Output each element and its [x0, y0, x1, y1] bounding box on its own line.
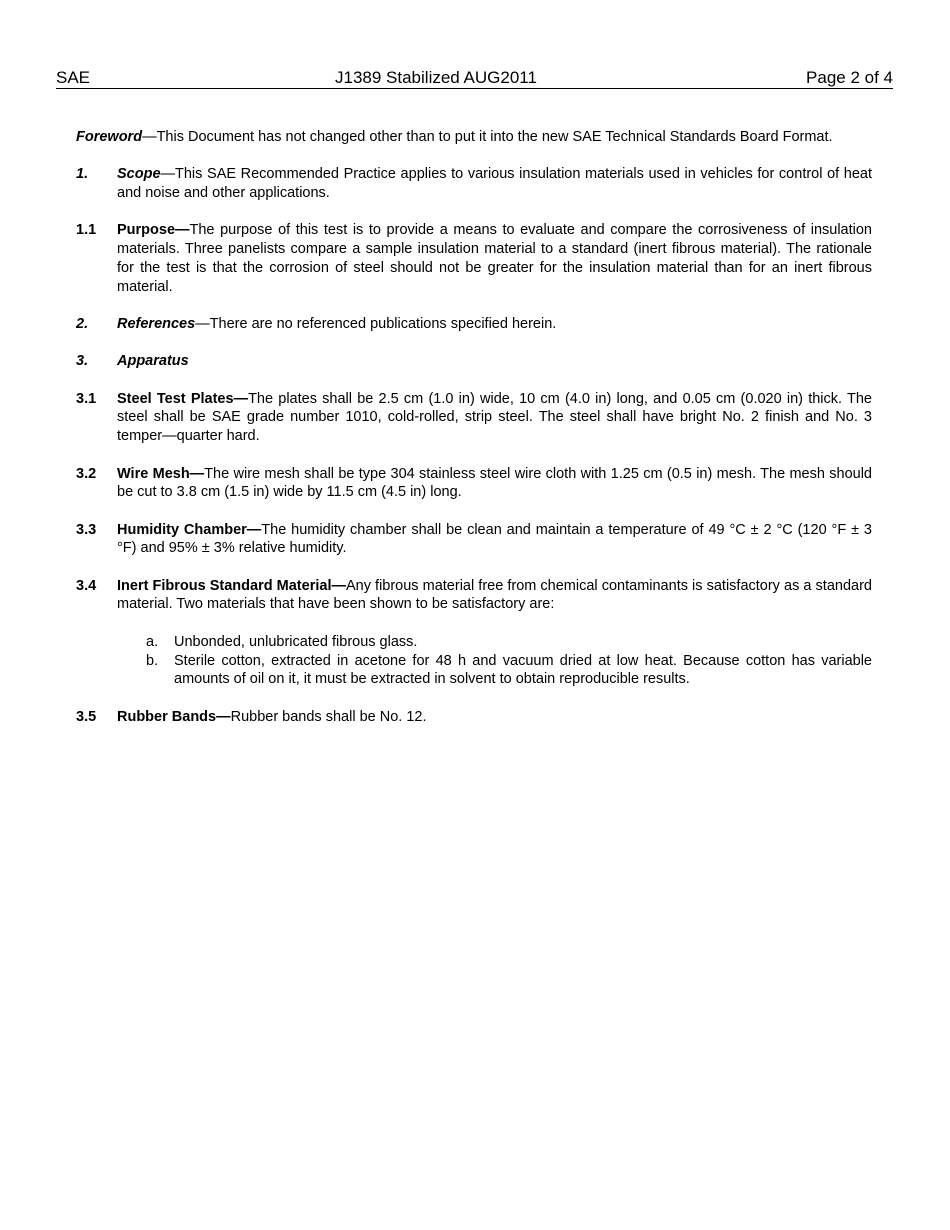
list-item — [146, 633, 872, 652]
header-page-number: Page 2 of 4 — [806, 68, 893, 87]
section-text: —There are no referenced publications specified herein. — [195, 315, 557, 332]
section-purpose — [76, 221, 872, 296]
section-title: Apparatus — [117, 353, 189, 370]
section-title: Steel Test Plates— — [117, 390, 249, 407]
section-number: 3.2 — [76, 465, 97, 482]
section-humidity-chamber — [76, 521, 872, 558]
foreword-text: —This Document has not changed other than to put it into the new SAE Technical Standards Board Format. — [142, 129, 833, 145]
list-item — [146, 652, 872, 689]
header-doc-id: J1389 Stabilized AUG2011 — [335, 68, 537, 87]
section-title: Scope — [117, 166, 161, 183]
section-wire-mesh — [76, 465, 872, 502]
section-rubber-bands — [76, 708, 872, 727]
section-inert-fibrous-material — [76, 577, 872, 614]
list-item-label: a. — [146, 633, 159, 650]
section-title: Wire Mesh— — [117, 465, 205, 482]
foreword-paragraph — [76, 128, 872, 147]
section-text: Rubber bands shall be No. 12. — [230, 708, 427, 725]
document-body — [76, 128, 872, 745]
section-text: The purpose of this test is to provide a means to evaluate and compare the corrosiveness of insulation materials. Three panelists compare a sample insulation material to a standard (inert fibrous material). The rationale for the test is that the corrosion of steel should not be greater for the insulation material than for an inert fibrous material. — [117, 222, 872, 295]
section-number: 1.1 — [76, 222, 97, 239]
section-number: 3.5 — [76, 708, 97, 725]
list-item-text: Unbonded, unlubricated fibrous glass. — [174, 633, 418, 650]
section-title: Purpose— — [117, 222, 190, 239]
section-title: References — [117, 315, 196, 332]
section-scope — [76, 165, 872, 202]
section-number: 3.1 — [76, 390, 97, 407]
page-header — [56, 68, 893, 89]
list-item-text: Sterile cotton, extracted in acetone for 48 h and vacuum dried at low heat. Because cotton has variable amounts of oil on it, it must be extracted in solvent to obtain reproducible results. — [174, 652, 872, 688]
foreword-title: Foreword — [76, 129, 143, 145]
section-title: Humidity Chamber— — [117, 521, 262, 538]
section-text: The humidity chamber shall be clean and maintain a temperature of 49 °C ± 2 °C (120 °F ± 3 °F) and 95% ± 3% relative humidity. — [117, 521, 872, 557]
section-number: 3.3 — [76, 521, 97, 538]
material-list — [146, 633, 872, 689]
section-text: The wire mesh shall be type 304 stainless steel wire cloth with 1.25 cm (0.5 in) mesh. The mesh should be cut to 3.8 cm (1.5 in) wide by 11.5 cm (4.5 in) long. — [117, 465, 872, 501]
section-title: Rubber Bands— — [117, 708, 231, 725]
header-org: SAE — [56, 68, 91, 87]
section-apparatus — [76, 352, 872, 371]
section-title: Inert Fibrous Standard Material— — [117, 577, 346, 594]
section-steel-test-plates — [76, 390, 872, 446]
section-number: 3.4 — [76, 577, 97, 594]
section-text: —This SAE Recommended Practice applies to various insulation materials used in vehicles for control of heat and noise and other applications. — [117, 166, 872, 202]
section-number: 3. — [76, 353, 89, 370]
section-text: The plates shall be 2.5 cm (1.0 in) wide, 10 cm (4.0 in) long, and 0.05 cm (0.020 in) thick. The steel shall be SAE grade number 1010, cold-rolled, strip steel. The steel shall have bright No. 2 finish and No. 3 temper—quarter hard. — [117, 390, 872, 445]
list-item-label: b. — [146, 652, 159, 669]
section-references — [76, 315, 872, 334]
section-text: Any fibrous material free from chemical contaminants is satisfactory as a standard material. Two materials that have been shown to be satisfactory are: — [117, 577, 872, 613]
section-number: 2. — [76, 315, 89, 332]
section-number: 1. — [76, 166, 89, 183]
